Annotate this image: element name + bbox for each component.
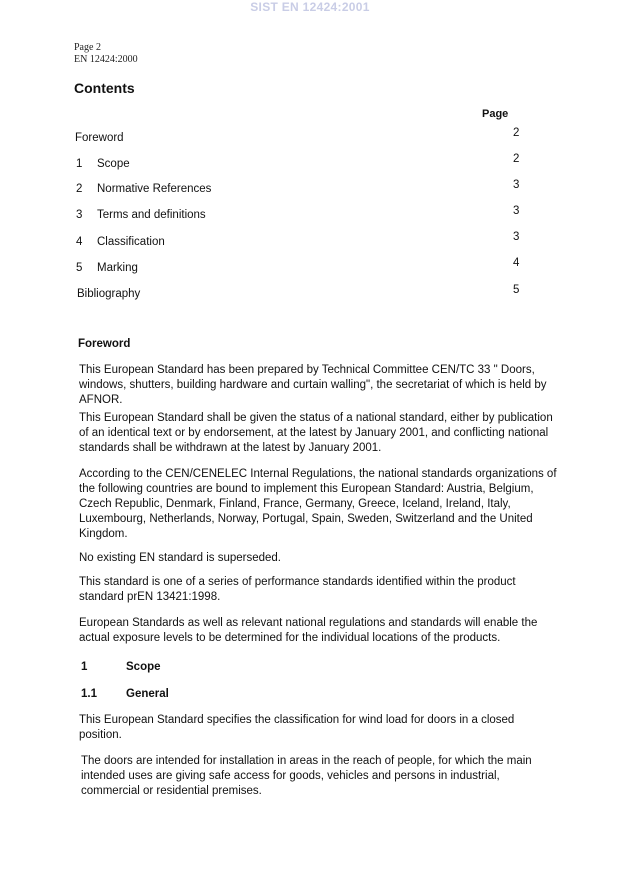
toc-entry-label: Classification <box>97 236 165 248</box>
toc-entry-label: Bibliography <box>77 288 141 300</box>
watermark: SIST EN 12424:2001 <box>250 0 370 14</box>
toc-entry-page: 3 <box>513 179 520 191</box>
foreword-paragraph: According to the CEN/CENELEC Internal Regulations, the national standards organizations of the following countries are bound to implement this European Standard: Austria, Belgium, Czech Republic, Denmark, Finland, France, Germany, Greece, Iceland, Ireland, Italy, Luxembourg, Netherlands, Norway, Portugal, Spain, Sweden, Switzerland and the United Kingdom. <box>79 468 557 540</box>
contents-title: Contents <box>74 80 135 96</box>
toc-entry-label: Normative References <box>97 183 212 195</box>
foreword-heading: Foreword <box>78 338 131 350</box>
toc-entry-number: 4 <box>76 236 83 248</box>
toc-entry-label: Marking <box>97 262 138 274</box>
toc-entry <box>0 231 620 252</box>
foreword-paragraph: This European Standard has been prepared by Technical Committee CEN/TC 33 " Doors, windows, shutters, building hardware and curtain walling", the secretariat of which is held by AFNOR. <box>79 364 547 406</box>
toc-entry-label: Scope <box>97 158 130 170</box>
toc-entry-number: 2 <box>76 183 83 195</box>
foreword-paragraph: This European Standard shall be given the status of a national standard, either by publication of an identical text or by endorsement, at the latest by January 2001, and conflicting national standards shall be withdrawn at the latest by January 2001. <box>79 412 553 454</box>
toc-entry-page: 5 <box>513 284 520 296</box>
foreword-paragraph: This standard is one of a series of performance standards identified within the product standard prEN 13421:1998. <box>79 576 516 603</box>
toc-entry-page: 4 <box>513 257 520 269</box>
toc-entry-page: 3 <box>513 205 520 217</box>
page-header <box>74 42 138 66</box>
toc-entry-label: Terms and definitions <box>97 209 206 221</box>
toc-entry-page: 3 <box>513 231 520 243</box>
toc-entry-page: 2 <box>513 127 520 139</box>
toc-entry-number: 5 <box>76 262 83 274</box>
general-subheading-number: 1.1 <box>81 688 97 700</box>
general-subheading-title: General <box>126 688 169 700</box>
toc-entry <box>0 153 620 174</box>
scope-paragraph: This European Standard specifies the classification for wind load for doors in a closed position. <box>79 714 515 741</box>
toc-entry <box>0 284 620 304</box>
toc-entry-label: Foreword <box>75 132 124 144</box>
toc-entry <box>0 179 620 199</box>
foreword-paragraph: No existing EN standard is superseded. <box>79 552 281 564</box>
toc-entry <box>0 127 620 148</box>
scope-heading-title: Scope <box>126 661 161 673</box>
toc-entry <box>0 205 620 225</box>
page-number: Page 2 <box>74 42 101 53</box>
scope-paragraph: The doors are intended for installation in areas in the reach of people, for which the main intended uses are giving safe access for goods, vehicles and persons in industrial, commercial or residential premises. <box>81 755 532 797</box>
toc-page-column-heading: Page <box>482 108 509 120</box>
toc-entry-number: 1 <box>76 158 83 170</box>
toc-entry-number: 3 <box>76 209 83 221</box>
toc-entry-page: 2 <box>513 153 520 165</box>
standard-number: EN 12424:2000 <box>74 54 138 65</box>
foreword-paragraph: European Standards as well as relevant national regulations and standards will enable the actual exposure levels to be determined for the individual locations of the products. <box>79 617 538 644</box>
scope-heading-number: 1 <box>81 661 88 673</box>
toc-entry <box>0 257 620 278</box>
